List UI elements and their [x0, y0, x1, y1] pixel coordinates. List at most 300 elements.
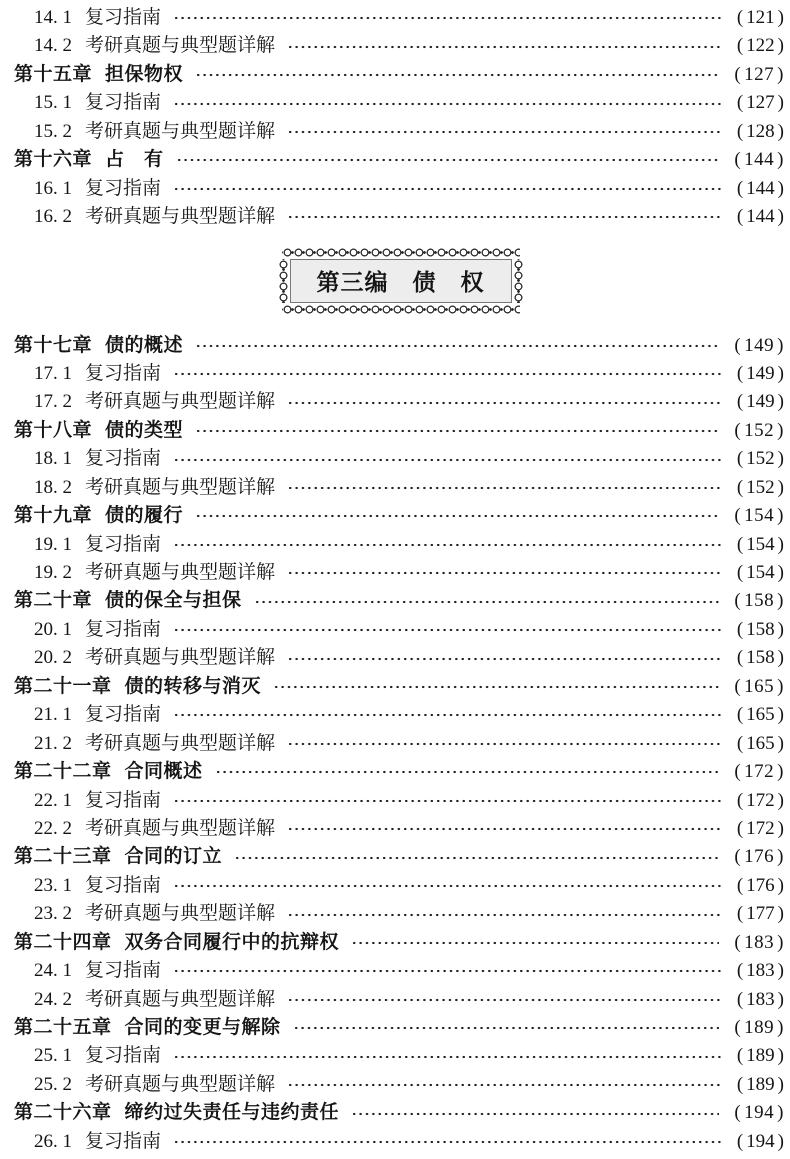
toc-section-row: [14, 445, 787, 473]
entry-title: 债的转移与消灭: [124, 675, 262, 697]
page-value: 152: [746, 448, 775, 470]
dot-leader: [287, 905, 722, 924]
page-number: [734, 787, 787, 815]
page-value: 172: [746, 789, 775, 811]
toc-chapter-row: [14, 146, 787, 174]
page-number: [731, 417, 787, 445]
dot-leader: [195, 507, 719, 526]
page-number: [731, 61, 787, 89]
toc-section-row: [14, 4, 787, 32]
entry-title: 债的概述: [105, 334, 184, 356]
paren-open: (: [736, 92, 744, 114]
toc-chapter-row: [14, 61, 787, 89]
page-number: [734, 531, 787, 559]
paren-close: ): [777, 391, 784, 413]
entry-number: 20. 2: [34, 647, 72, 669]
entry-number: 26. 1: [34, 1130, 72, 1152]
entry-title: 考研真题与典型题详解: [85, 120, 276, 142]
entry-number: 24. 1: [34, 960, 72, 982]
dot-leader: [287, 1076, 722, 1095]
dot-leader: [173, 9, 722, 28]
entry-title: 合同概述: [124, 761, 203, 783]
page-value: 154: [746, 533, 775, 555]
paren-open: (: [734, 761, 742, 783]
toc-section-row: [14, 644, 787, 672]
toc-section-row: [14, 616, 787, 644]
dot-leader: [287, 649, 722, 668]
entry-title: 复习指南: [85, 1045, 162, 1067]
paren-open: (: [736, 789, 744, 811]
page-number: [734, 89, 787, 117]
paren-close: ): [777, 533, 784, 555]
paren-close: ): [777, 120, 784, 142]
toc-section-row: [14, 872, 787, 900]
page-value: 158: [746, 618, 775, 640]
page-value: 158: [746, 647, 775, 669]
entry-title: 考研真题与典型题详解: [85, 1073, 276, 1095]
page-value: 172: [744, 761, 775, 783]
dot-leader: [351, 1104, 719, 1123]
dot-leader: [195, 336, 719, 355]
paren-open: (: [734, 675, 742, 697]
page-value: 172: [746, 817, 775, 839]
part-banner: [277, 246, 525, 316]
page-number: [734, 730, 787, 758]
entry-title: 复习指南: [85, 960, 162, 982]
page-value: 176: [746, 874, 775, 896]
dot-leader: [287, 393, 722, 412]
entry-number: 第二十章: [14, 590, 93, 612]
entry-number: 15. 1: [34, 92, 72, 114]
page-value: 177: [746, 903, 775, 925]
page-value: 183: [746, 988, 775, 1010]
page-value: 176: [744, 846, 775, 868]
dot-leader: [215, 763, 720, 782]
page-number: [734, 872, 787, 900]
page-number: [734, 203, 787, 231]
paren-close: ): [777, 35, 784, 57]
paren-open: (: [736, 533, 744, 555]
entry-title: 考研真题与典型题详解: [85, 647, 276, 669]
paren-close: ): [777, 960, 784, 982]
entry-title: 复习指南: [85, 874, 162, 896]
paren-open: (: [734, 590, 742, 612]
part-banner-box: [290, 259, 512, 303]
entry-title: 考研真题与典型题详解: [85, 35, 276, 57]
dot-leader: [173, 1047, 722, 1066]
entry-title: 考研真题与典型题详解: [85, 817, 276, 839]
entry-title: 考研真题与典型题详解: [85, 562, 276, 583]
page-number: [734, 1128, 787, 1156]
toc-section-row: [14, 1042, 787, 1070]
paren-open: (: [736, 704, 744, 726]
page-number: [731, 502, 787, 530]
page-value: 127: [746, 92, 775, 114]
paren-close: ): [777, 988, 784, 1010]
entry-number: 第十五章: [14, 63, 93, 85]
paren-open: (: [736, 362, 744, 384]
entry-number: 第十七章: [14, 334, 93, 356]
paren-open: (: [734, 931, 742, 953]
toc-chapter-row: [14, 758, 787, 786]
toc-section-row: [14, 32, 787, 60]
dot-leader: [351, 933, 719, 952]
paren-open: (: [736, 476, 744, 498]
toc-section-row: [14, 175, 787, 203]
toc-list-top: [14, 4, 787, 232]
paren-open: (: [736, 7, 744, 28]
entry-number: 17. 2: [34, 391, 72, 413]
entry-title: 复习指南: [85, 362, 162, 384]
paren-open: (: [734, 1017, 742, 1038]
entry-title: 考研真题与典型题详解: [85, 732, 276, 754]
page-value: 183: [746, 960, 775, 982]
dot-leader: [173, 877, 722, 896]
paren-close: ): [777, 1102, 784, 1124]
paren-close: ): [777, 761, 784, 783]
paren-close: ): [777, 1045, 784, 1067]
paren-close: ): [777, 903, 784, 925]
paren-open: (: [736, 960, 744, 982]
entry-title: 考研真题与典型题详解: [85, 206, 276, 228]
page-number: [734, 957, 787, 985]
dot-leader: [173, 706, 722, 725]
paren-close: ): [777, 149, 784, 171]
dot-leader: [287, 820, 722, 839]
paren-open: (: [736, 732, 744, 754]
paren-close: ): [777, 7, 784, 28]
page-number: [734, 815, 787, 843]
entry-number: 23. 1: [34, 874, 72, 896]
entry-title: 复习指南: [85, 448, 162, 470]
toc-section-row: [14, 730, 787, 758]
entry-title: 复习指南: [85, 7, 162, 28]
entry-number: 第十八章: [14, 419, 93, 441]
page-number: [731, 843, 787, 871]
toc-section-row: [14, 118, 787, 146]
entry-number: 20. 1: [34, 618, 72, 640]
page-value: 165: [744, 675, 775, 697]
page-value: 189: [744, 1017, 775, 1038]
paren-open: (: [734, 846, 742, 868]
toc-section-row: [14, 1071, 787, 1099]
entry-title: 复习指南: [85, 92, 162, 114]
toc-section-row: [14, 89, 787, 117]
dot-leader: [173, 791, 722, 810]
paren-open: (: [734, 419, 742, 441]
entry-title: 复习指南: [85, 533, 162, 555]
paren-close: ): [777, 732, 784, 754]
page-value: 149: [746, 362, 775, 384]
toc-list-bottom: [14, 332, 787, 1157]
dot-leader: [287, 208, 722, 227]
part-title: 第三编 债 权: [316, 268, 485, 295]
paren-close: ): [777, 419, 784, 441]
dot-leader: [287, 478, 722, 497]
entry-title: 考研真题与典型题详解: [85, 903, 276, 925]
page-number: [734, 175, 787, 203]
page-value: 149: [746, 391, 775, 413]
entry-title: 占 有: [105, 149, 164, 171]
toc-section-row: [14, 957, 787, 985]
entry-number: 第二十一章: [14, 675, 112, 697]
toc-chapter-row: [14, 332, 787, 360]
paren-open: (: [734, 149, 742, 171]
entry-title: 债的保全与担保: [105, 590, 242, 612]
paren-open: (: [736, 120, 744, 142]
page-value: 144: [744, 149, 775, 171]
paren-open: (: [736, 562, 744, 583]
dot-leader: [173, 1132, 722, 1151]
paren-open: (: [736, 1073, 744, 1095]
toc-section-row: [14, 531, 787, 559]
paren-open: (: [734, 334, 742, 356]
entry-title: 复习指南: [85, 177, 162, 199]
paren-open: (: [736, 448, 744, 470]
page-value: 122: [746, 35, 775, 57]
toc-chapter-row: [14, 1014, 787, 1042]
paren-open: (: [736, 618, 744, 640]
page-value: 144: [746, 206, 775, 228]
entry-number: 16. 1: [34, 177, 72, 199]
paren-close: ): [777, 206, 784, 228]
paren-open: (: [736, 35, 744, 57]
toc-chapter-row: [14, 502, 787, 530]
paren-open: (: [736, 647, 744, 669]
dot-leader: [254, 592, 720, 611]
entry-title: 合同的变更与解除: [124, 1017, 281, 1038]
dot-leader: [195, 66, 719, 85]
page-number: [734, 4, 787, 32]
entry-title: 考研真题与典型题详解: [85, 476, 276, 498]
paren-close: ): [777, 931, 784, 953]
entry-title: 复习指南: [85, 618, 162, 640]
entry-title: 考研真题与典型题详解: [85, 988, 276, 1010]
entry-title: 复习指南: [85, 704, 162, 726]
dot-leader: [173, 179, 722, 198]
toc-chapter-row: [14, 843, 787, 871]
dot-leader: [287, 37, 722, 56]
paren-close: ): [777, 704, 784, 726]
entry-title: 合同的订立: [124, 846, 223, 868]
dot-leader: [173, 365, 722, 384]
entry-number: 第二十三章: [14, 846, 112, 868]
page-value: 152: [746, 476, 775, 498]
paren-open: (: [736, 1045, 744, 1067]
entry-number: 23. 2: [34, 903, 72, 925]
page-number: [734, 388, 787, 416]
toc-section-row: [14, 701, 787, 729]
page-value: 189: [746, 1045, 775, 1067]
entry-number: 15. 2: [34, 120, 72, 142]
paren-close: ): [777, 846, 784, 868]
page-value: 165: [746, 704, 775, 726]
page-value: 183: [744, 931, 775, 953]
paren-open: (: [734, 505, 742, 527]
page-number: [731, 673, 787, 701]
paren-close: ): [777, 590, 784, 612]
dot-leader: [293, 1019, 720, 1038]
toc-section-row: [14, 1128, 787, 1156]
entry-number: 18. 1: [34, 448, 72, 470]
page-number: [734, 644, 787, 672]
dot-leader: [273, 677, 719, 696]
page-number: [731, 332, 787, 360]
dot-leader: [287, 564, 722, 583]
toc-section-row: [14, 388, 787, 416]
dot-leader: [287, 990, 722, 1009]
entry-number: 16. 2: [34, 206, 72, 228]
entry-title: 缔约过失责任与违约责任: [124, 1102, 340, 1124]
toc-section-row: [14, 474, 787, 502]
page-number: [734, 986, 787, 1014]
entry-title: 双务合同履行中的抗辩权: [124, 931, 340, 953]
entry-number: 第二十四章: [14, 931, 112, 953]
toc-chapter-row: [14, 1099, 787, 1127]
toc-section-row: [14, 787, 787, 815]
page-number: [734, 1042, 787, 1070]
paren-open: (: [736, 206, 744, 228]
page-number: [734, 445, 787, 473]
banner-ornament-top-icon: [282, 246, 520, 259]
dot-leader: [176, 151, 720, 170]
dot-leader: [173, 94, 722, 113]
entry-title: 债的类型: [105, 419, 184, 441]
paren-open: (: [736, 391, 744, 413]
entry-number: 18. 2: [34, 476, 72, 498]
entry-title: 考研真题与典型题详解: [85, 391, 276, 413]
paren-close: ): [777, 334, 784, 356]
page-value: 189: [746, 1073, 775, 1095]
entry-number: 14. 2: [34, 35, 72, 57]
toc-chapter-row: [14, 587, 787, 615]
paren-open: (: [736, 903, 744, 925]
page-number: [731, 758, 787, 786]
page-value: 154: [746, 562, 775, 583]
toc-section-row: [14, 986, 787, 1014]
page-number: [731, 929, 787, 957]
entry-number: 第二十二章: [14, 761, 112, 783]
banner-ornament-right-icon: [512, 259, 525, 303]
entry-title: 担保物权: [105, 63, 184, 85]
paren-open: (: [736, 817, 744, 839]
paren-close: ): [777, 789, 784, 811]
page-number: [734, 616, 787, 644]
page-value: 121: [746, 7, 775, 28]
toc-section-row: [14, 360, 787, 388]
entry-number: 22. 2: [34, 817, 72, 839]
entry-number: 19. 1: [34, 533, 72, 555]
page-number: [731, 1014, 787, 1042]
entry-number: 25. 2: [34, 1073, 72, 1095]
paren-close: ): [777, 63, 784, 85]
dot-leader: [195, 422, 719, 441]
page-value: 165: [746, 732, 775, 754]
toc-chapter-row: [14, 673, 787, 701]
page-value: 128: [746, 120, 775, 142]
page-number: [734, 32, 787, 60]
entry-number: 21. 2: [34, 732, 72, 754]
dot-leader: [173, 450, 722, 469]
toc-section-row: [14, 815, 787, 843]
page-number: [731, 146, 787, 174]
paren-open: (: [736, 177, 744, 199]
entry-number: 14. 1: [34, 7, 72, 28]
page-number: [734, 1071, 787, 1099]
paren-close: ): [777, 1130, 784, 1152]
entry-number: 22. 1: [34, 789, 72, 811]
page-value: 154: [744, 505, 775, 527]
entry-number: 17. 1: [34, 362, 72, 384]
entry-number: 21. 1: [34, 704, 72, 726]
entry-title: 复习指南: [85, 789, 162, 811]
dot-leader: [287, 734, 722, 753]
entry-title: 债的履行: [105, 505, 184, 527]
dot-leader: [173, 535, 722, 554]
page-value: 149: [744, 334, 775, 356]
dot-leader: [287, 122, 722, 141]
toc-section-row: [14, 900, 787, 928]
entry-number: 25. 1: [34, 1045, 72, 1067]
toc-section-row: [14, 559, 787, 587]
entry-number: 第十九章: [14, 505, 93, 527]
entry-title: 复习指南: [85, 1130, 162, 1152]
paren-close: ): [777, 1073, 784, 1095]
entry-number: 19. 2: [34, 562, 72, 583]
paren-close: ): [777, 177, 784, 199]
page-number: [731, 587, 787, 615]
paren-open: (: [734, 63, 742, 85]
page-value: 194: [746, 1130, 775, 1152]
page-number: [734, 118, 787, 146]
dot-leader: [173, 962, 722, 981]
paren-open: (: [736, 1130, 744, 1152]
page-number: [734, 360, 787, 388]
page-value: 127: [744, 63, 775, 85]
paren-close: ): [777, 362, 784, 384]
page-number: [731, 1099, 787, 1127]
paren-close: ): [777, 874, 784, 896]
paren-close: ): [777, 618, 784, 640]
page-value: 152: [744, 419, 775, 441]
entry-number: 24. 2: [34, 988, 72, 1010]
paren-close: ): [777, 675, 784, 697]
dot-leader: [173, 621, 722, 640]
page-value: 194: [744, 1102, 775, 1124]
paren-open: (: [736, 988, 744, 1010]
banner-ornament-bottom-icon: [282, 303, 520, 316]
paren-close: ): [777, 448, 784, 470]
paren-close: ): [777, 476, 784, 498]
toc-chapter-row: [14, 929, 787, 957]
page-number: [734, 701, 787, 729]
paren-close: ): [777, 505, 784, 527]
paren-close: ): [777, 817, 784, 839]
entry-number: 第二十六章: [14, 1102, 112, 1124]
page-number: [734, 559, 787, 587]
paren-open: (: [734, 1102, 742, 1124]
toc-section-row: [14, 203, 787, 231]
page-value: 144: [746, 177, 775, 199]
paren-close: ): [777, 562, 784, 583]
entry-number: 第十六章: [14, 149, 93, 171]
page-value: 158: [744, 590, 775, 612]
paren-open: (: [736, 874, 744, 896]
entry-number: 第二十五章: [14, 1017, 112, 1038]
toc-chapter-row: [14, 417, 787, 445]
banner-ornament-left-icon: [277, 259, 290, 303]
dot-leader: [234, 848, 719, 867]
